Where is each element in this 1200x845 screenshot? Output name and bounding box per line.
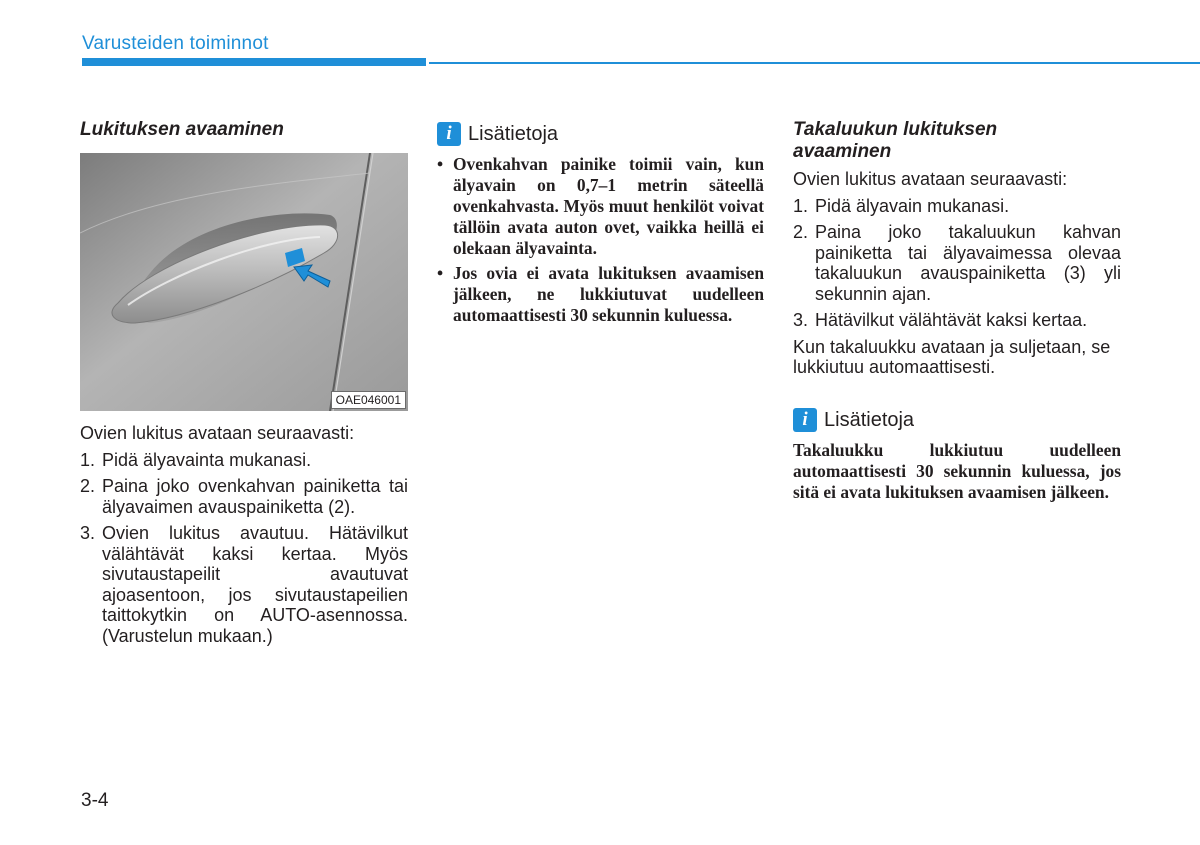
list-item [793, 310, 1121, 331]
figure-code-label: OAE046001 [331, 391, 406, 409]
left-intro: Ovien lukitus avataan seuraavasti: [80, 423, 355, 443]
left-steps-list [80, 450, 408, 647]
step-text: Paina joko takaluukun kahvan painiketta tai älyavaimessa olevaa takaluukun avauspainiketta (3) yli sekunnin ajan. [815, 222, 1121, 304]
info-title: Lisätietoja [824, 408, 915, 431]
step-number: 3. [80, 523, 96, 543]
bullet-mark: • [437, 263, 444, 283]
info-header [437, 122, 764, 146]
heading-unlocking: Lukituksen avaaminen [80, 119, 284, 140]
list-item [80, 523, 408, 646]
info-icon: i [793, 408, 817, 432]
list-item [793, 196, 1121, 217]
info-bullets [437, 154, 764, 326]
header-rule [429, 62, 1200, 64]
right-info-box [793, 408, 1121, 503]
right-body [793, 169, 1121, 384]
door-handle-illustration [80, 153, 408, 411]
middle-info-box [437, 122, 764, 330]
bullet-text: Jos ovia ei avata lukituksen avaamisen jälkeen, ne lukkiutuvat uudelleen automaattisesti 30 sekunnin kuluessa. [453, 263, 764, 325]
page-number: 3-4 [81, 790, 109, 811]
step-text: Hätävilkut välähtävät kaksi kertaa. [815, 310, 1088, 330]
info-icon: i [437, 122, 461, 146]
header-accent-bar [82, 58, 426, 66]
door-handle-figure [80, 153, 408, 411]
list-item [437, 154, 764, 259]
heading-tailgate-unlocking: Takaluukun lukituksen avaaminen [793, 119, 998, 162]
bullet-mark: • [437, 154, 444, 174]
step-text: Pidä älyavainta mukanasi. [102, 449, 312, 470]
step-number: 2. [793, 222, 809, 242]
right-closing: Kun takaluukku avataan ja suljetaan, se lukkiutuu automaattisesti. [793, 336, 1111, 377]
step-text: Paina joko ovenkahvan painiketta tai älyavaimen avauspainiketta (2). [102, 476, 408, 517]
list-item [793, 222, 1121, 304]
step-text: Ovien lukitus avautuu. Hätävilkut välähtävät kaksi kertaa. Myös sivutaustapeilit avautuvat ajoasentoon, jos sivutaustapeilien taittokytkin on AUTO-asennossa. (Varustelun mukaan.) [102, 523, 408, 646]
info-header [793, 408, 1121, 432]
section-header-title: Varusteiden toiminnot [82, 33, 269, 54]
step-number: 3. [793, 310, 809, 330]
step-number: 1. [793, 195, 809, 216]
bullet-text: Ovenkahvan painike toimii vain, kun älyavain on 0,7–1 metrin säteellä ovenkahvasta. Myös muut henkilöt voivat tällöin avata auton ovet, vaikka heillä ei olekaan älyavainta. [453, 154, 764, 258]
list-item [80, 476, 408, 517]
info-title: Lisätietoja [468, 122, 559, 145]
step-number: 1. [80, 449, 96, 470]
left-body [80, 423, 408, 652]
step-text: Pidä älyavain mukanasi. [815, 195, 1010, 216]
right-steps-list [793, 196, 1121, 331]
step-number: 2. [80, 476, 96, 496]
right-intro: Ovien lukitus avataan seuraavasti: [793, 169, 1068, 189]
list-item [437, 263, 764, 326]
list-item [80, 450, 408, 471]
info-text: Takaluukku lukkiutuu uudelleen automaattisesti 30 sekunnin kuluessa, jos sitä ei avata lukituksen avaamisen jälkeen. [793, 440, 1121, 502]
